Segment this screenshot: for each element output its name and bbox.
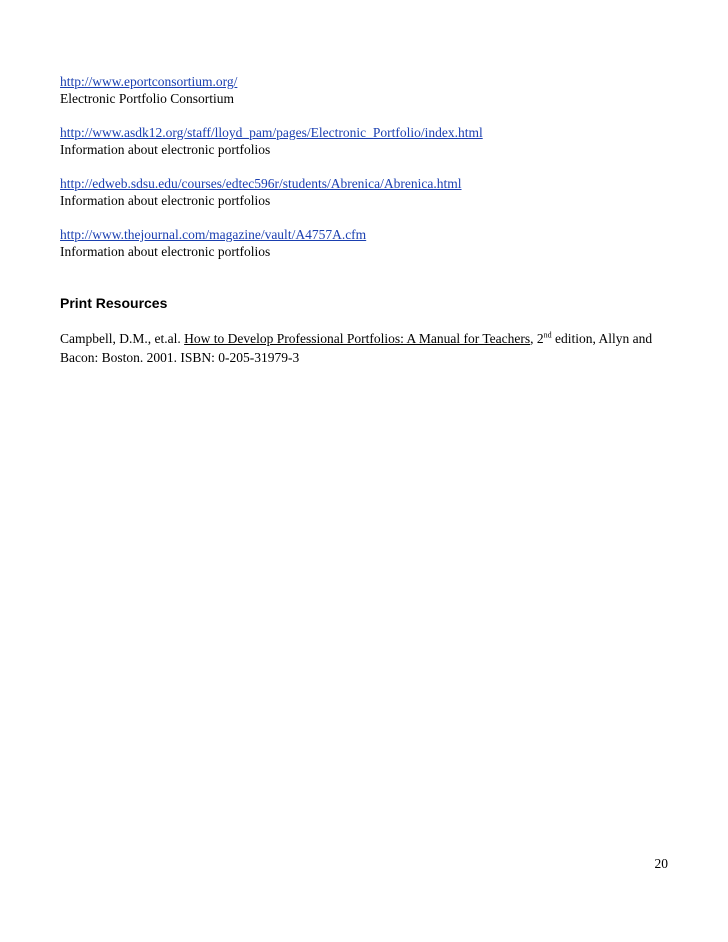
resource-entry [60, 175, 680, 209]
page-number: 20 [654, 856, 668, 871]
resource-description: Information about electronic portfolios [60, 244, 271, 259]
resource-entry [60, 226, 680, 260]
citation-authors: Campbell, D.M., et.al. [60, 331, 181, 346]
print-resources-heading: Print Resources [60, 295, 168, 311]
resource-entry [60, 124, 680, 158]
resource-link[interactable]: http://www.asdk12.org/staff/lloyd_pam/pages/Electronic_Portfolio/index.html [60, 125, 483, 140]
resource-link[interactable]: http://www.thejournal.com/magazine/vault/A4757A.cfm [60, 227, 367, 242]
resource-entry [60, 73, 680, 107]
citation-rest-line1: edition, Allyn [554, 331, 630, 346]
resource-description: Electronic Portfolio Consortium [60, 91, 234, 106]
citation-edition-number: 2 [536, 331, 544, 346]
citation-title: How to Develop Professional Portfolios: A Manual for Teachers [184, 331, 531, 346]
resource-link[interactable]: http://www.eportconsortium.org/ [60, 74, 238, 89]
page-content [60, 73, 680, 367]
resource-description: Information about electronic portfolios [60, 142, 271, 157]
resource-link[interactable]: http://edweb.sdsu.edu/courses/edtec596r/students/Abrenica/Abrenica.html [60, 176, 462, 191]
citation-edition-suffix: nd [543, 330, 552, 340]
citation: Campbell, D.M., et.al. How to Develop Professional Portfolios: A Manual for Teachers, 2nd edition, Allyn and Bacon: Boston. 2001. ISBN: 0-205-31979-3 [60, 330, 653, 365]
resource-description: Information about electronic portfolios [60, 193, 271, 208]
citation-rest-line2: and Bacon: Boston. 2001. ISBN: 0-205-31979-3 [60, 331, 653, 365]
